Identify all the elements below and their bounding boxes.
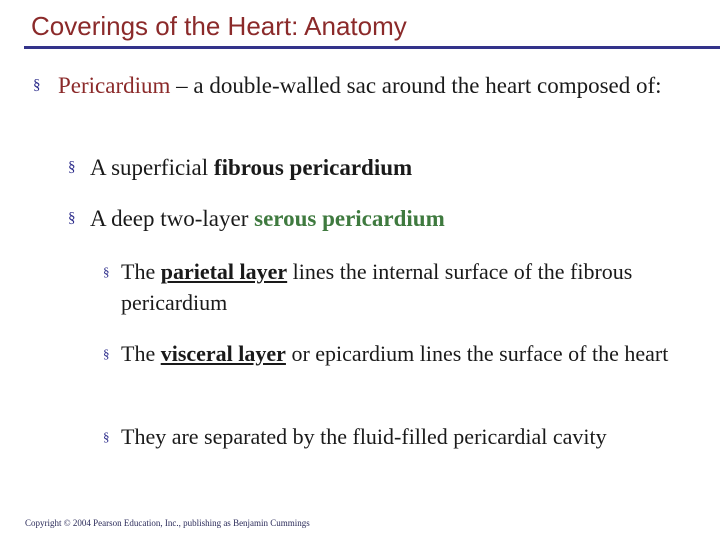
bullet-pericardium-text — [33, 70, 673, 101]
title-underline-rule — [24, 46, 720, 49]
bullet-parietal-rest: lines the internal surface of the fibrous pericardium — [121, 259, 633, 315]
bullet-visceral-prefix: The — [121, 341, 161, 366]
bullet-serous — [68, 203, 708, 234]
bullet-marker-icon: § — [103, 264, 110, 279]
term-serous-pericardium: serous pericardium — [254, 206, 445, 231]
bullet-separated — [103, 421, 713, 452]
bullet-fibrous — [68, 152, 708, 183]
bullet-pericardium-rest: – a double-walled sac around the heart composed of: — [170, 73, 662, 98]
bullet-parietal-prefix: The — [121, 259, 161, 284]
bullet-visceral-rest: or epicardium lines the surface of the heart — [285, 341, 669, 366]
bullet-parietal-text — [103, 256, 703, 318]
bullet-fibrous-text — [68, 152, 708, 183]
bullet-marker-icon: § — [68, 210, 76, 226]
bullet-visceral-text — [103, 338, 703, 369]
bullet-parietal — [103, 256, 703, 318]
bullet-marker-icon: § — [103, 429, 110, 444]
bullet-pericardium — [33, 70, 673, 101]
bullet-marker-icon: § — [33, 77, 41, 93]
copyright-notice: Copyright © 2004 Pearson Education, Inc., publishing as Benjamin Cummings — [25, 518, 310, 528]
bullet-separated-text: They are separated by the fluid-filled pericardial cavity — [121, 424, 607, 449]
bullet-fibrous-prefix: A superficial — [90, 155, 214, 180]
bullet-serous-prefix: A deep two-layer — [90, 206, 255, 231]
term-parietal-layer: parietal layer — [160, 259, 288, 284]
bullet-serous-text — [68, 203, 708, 234]
bullet-marker-icon: § — [103, 346, 110, 361]
bullet-marker-icon: § — [68, 159, 76, 175]
term-fibrous-pericardium: fibrous pericardium — [213, 155, 413, 180]
bullet-visceral — [103, 338, 703, 369]
term-visceral-layer: visceral layer — [160, 341, 286, 366]
term-pericardium: Pericardium — [58, 73, 171, 98]
slide-title: Coverings of the Heart: Anatomy — [31, 11, 407, 41]
